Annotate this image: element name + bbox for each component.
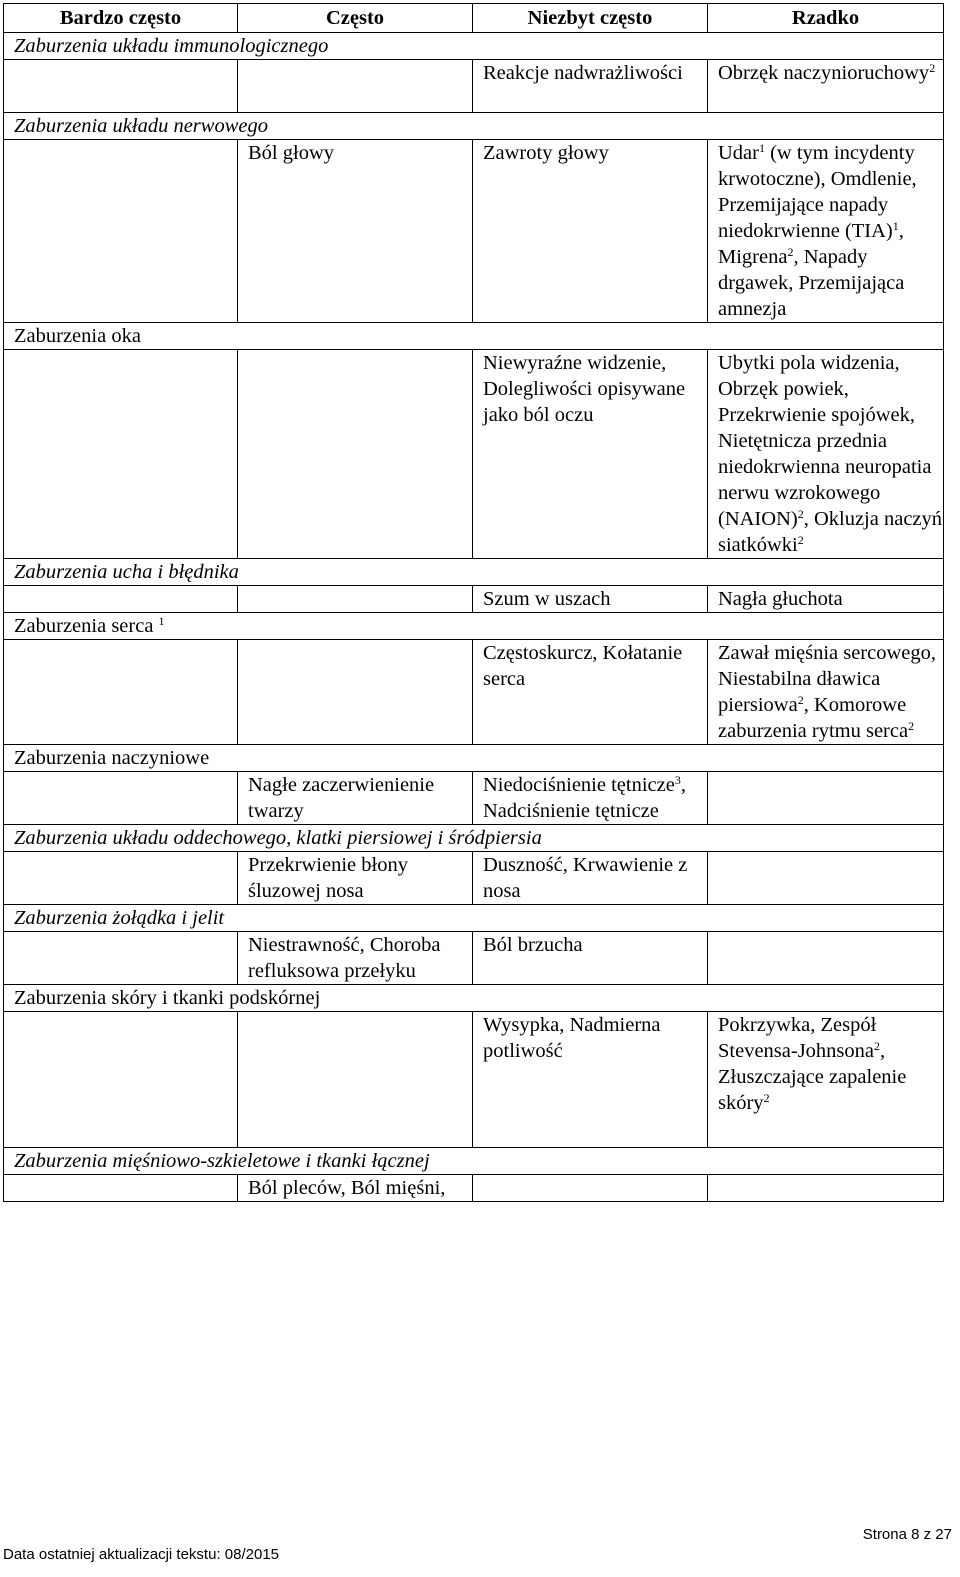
soc-vascular: Zaburzenia naczyniowe <box>4 745 944 772</box>
cell-very-common <box>4 140 238 323</box>
cell-very-common <box>4 640 238 745</box>
table-row <box>4 350 944 559</box>
cell-uncommon: Duszność, Krwawienie z nosa <box>473 852 708 905</box>
cell-rare: Ubytki pola widzenia, Obrzęk powiek, Przekrwienie spojówek, Nietętnicza przednia niedokrwienna neuropatia nerwu wzrokowego (NAION)$^2$, Okluzja naczyń siatkówki$^2$ <box>708 350 944 559</box>
cell-rare: Zawał mięśnia sercowego, Niestabilna dławica piersiowa$^2$, Komorowe zaburzenia rytmu serca$^2$ <box>708 640 944 745</box>
soc-nervous: Zaburzenia układu nerwowego <box>4 113 944 140</box>
cell-common: Niestrawność, Choroba refluksowa przełyku <box>238 932 473 985</box>
soc-row <box>4 745 944 772</box>
cell-common <box>238 640 473 745</box>
cell-uncommon <box>473 1175 708 1202</box>
cell-common: Przekrwienie błony śluzowej nosa <box>238 852 473 905</box>
cell-common <box>238 586 473 613</box>
table-header-row <box>4 4 944 33</box>
cell-uncommon: Szum w uszach <box>473 586 708 613</box>
cell-common: Nagłe zaczerwienienie twarzy <box>238 772 473 825</box>
soc-cardiac: Zaburzenia serca $^1$ <box>4 613 944 640</box>
soc-skin: Zaburzenia skóry i tkanki podskórnej <box>4 985 944 1012</box>
cell-very-common <box>4 350 238 559</box>
header-very-common: Bardzo często <box>4 4 238 33</box>
cell-common: Ból głowy <box>238 140 473 323</box>
cell-rare <box>708 852 944 905</box>
cell-very-common <box>4 852 238 905</box>
soc-immune: Zaburzenia układu immunologicznego <box>4 33 944 60</box>
soc-row <box>4 33 944 60</box>
soc-row <box>4 613 944 640</box>
cell-common: Ból pleców, Ból mięśni, <box>238 1175 473 1202</box>
adverse-reactions-table <box>3 3 944 1202</box>
header-rare: Rzadko <box>708 4 944 33</box>
cell-very-common <box>4 586 238 613</box>
cell-very-common <box>4 60 238 113</box>
soc-row <box>4 1148 944 1175</box>
table-row <box>4 60 944 113</box>
table-row <box>4 1175 944 1202</box>
table-row <box>4 932 944 985</box>
cell-rare <box>708 1175 944 1202</box>
header-uncommon: Niezbyt często <box>473 4 708 33</box>
cell-uncommon: Ból brzucha <box>473 932 708 985</box>
cell-uncommon: Niedociśnienie tętnicze$^3$, Nadciśnienie tętnicze <box>473 772 708 825</box>
cell-uncommon: Częstoskurcz, Kołatanie serca <box>473 640 708 745</box>
cell-rare: Obrzęk naczynioruchowy$^2$ <box>708 60 944 113</box>
cell-rare: Nagła głuchota <box>708 586 944 613</box>
cell-very-common <box>4 1012 238 1148</box>
page-number: Strona 8 z 27 <box>862 1526 952 1543</box>
cell-rare: Pokrzywka, Zespół Stevensa-Johnsona$^2$, Złuszczające zapalenie skóry$^2$ <box>708 1012 944 1148</box>
cell-uncommon: Zawroty głowy <box>473 140 708 323</box>
soc-row <box>4 323 944 350</box>
table-row <box>4 586 944 613</box>
cell-rare <box>708 772 944 825</box>
table-row <box>4 640 944 745</box>
cell-rare: Udar$^1$ (w tym incydenty krwotoczne), Omdlenie, Przemijające napady niedokrwienne (TIA)$^1$, Migrena$^2$, Napady drgawek, Przemijająca amnezja <box>708 140 944 323</box>
cell-common <box>238 60 473 113</box>
soc-eye: Zaburzenia oka <box>4 323 944 350</box>
soc-musculo: Zaburzenia mięśniowo-szkieletowe i tkanki łącznej <box>4 1148 944 1175</box>
cell-common <box>238 350 473 559</box>
cell-common <box>238 1012 473 1148</box>
soc-ear: Zaburzenia ucha i błędnika <box>4 559 944 586</box>
table-row <box>4 1012 944 1148</box>
cell-very-common <box>4 772 238 825</box>
soc-row <box>4 113 944 140</box>
cell-uncommon: Wysypka, Nadmierna potliwość <box>473 1012 708 1148</box>
soc-row <box>4 825 944 852</box>
table-row <box>4 772 944 825</box>
table-row <box>4 140 944 323</box>
soc-respiratory: Zaburzenia układu oddechowego, klatki piersiowej i śródpiersia <box>4 825 944 852</box>
last-update-date: Data ostatniej aktualizacji tekstu: 08/2015 <box>3 1546 279 1563</box>
cell-uncommon: Niewyraźne widzenie, Dolegliwości opisywane jako ból oczu <box>473 350 708 559</box>
header-common: Często <box>238 4 473 33</box>
table-row <box>4 852 944 905</box>
cell-very-common <box>4 932 238 985</box>
cell-rare <box>708 932 944 985</box>
soc-row <box>4 985 944 1012</box>
soc-row <box>4 905 944 932</box>
cell-very-common <box>4 1175 238 1202</box>
soc-row <box>4 559 944 586</box>
cell-uncommon: Reakcje nadwrażliwości <box>473 60 708 113</box>
soc-gi: Zaburzenia żołądka i jelit <box>4 905 944 932</box>
